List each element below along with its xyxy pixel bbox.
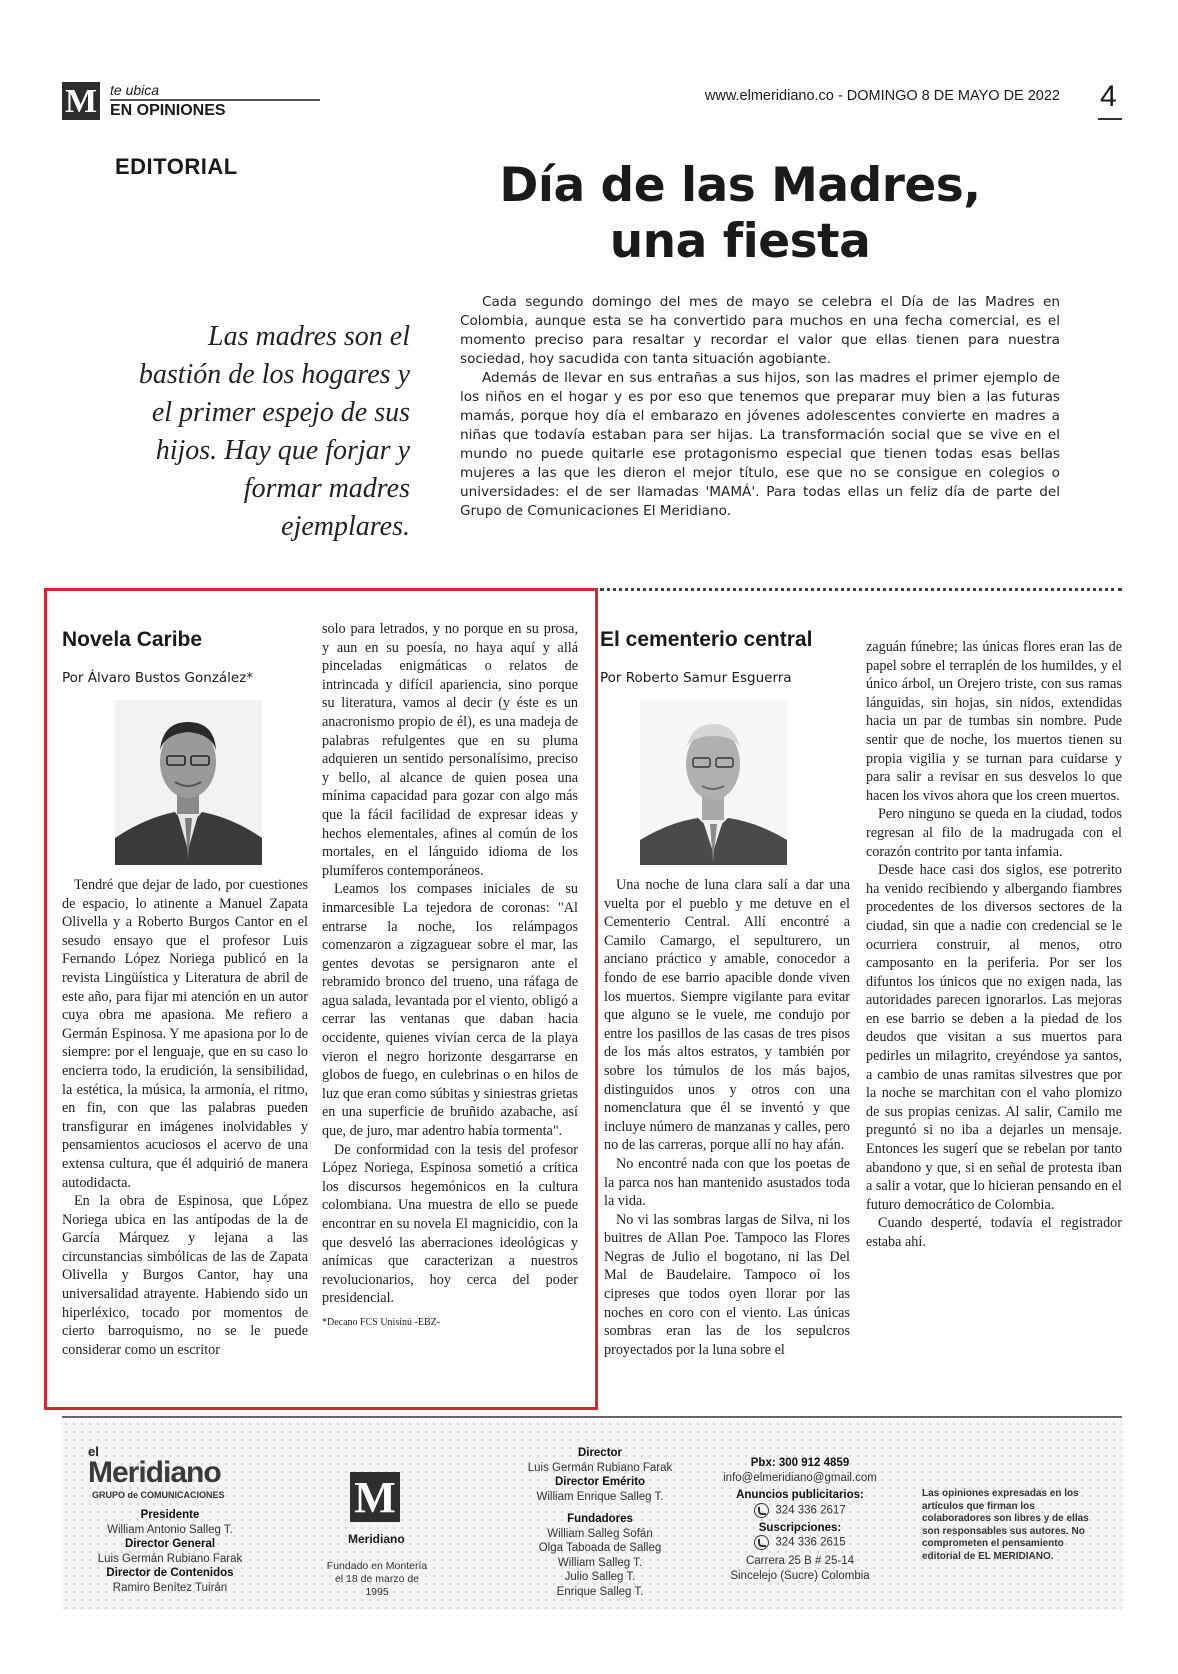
footer-rule: [62, 1416, 1122, 1418]
article-paragraph: En la obra de Espinosa, que López Noriega ubica en las antípodas de la de García Márquez y lejana a las circunstancias simbólicas de las de Zapata Olivella y Burgos Cantor, hay una universalidad atrayente. Habiendo sido un hiperléxico, tocado por momentos de cierto barroquismo, no se le puede considerar como un escritor: [62, 1193, 308, 1358]
subs-label: Suscripciones:: [758, 1521, 842, 1534]
page-number: 4: [1100, 80, 1117, 113]
article-title: Novela Caribe: [62, 628, 203, 651]
article-paragraph: De conformidad con la tesis del profesor López Noriega, Espinosa sometió a crítica los discursos hegemónicos en la cultura colombiana. Una muestra de ello se puede encontrar en su novela El magnicidio, con la que desveló las aberraciones ideológicas y anímicas que caracterizan a nuestros revolucionarios, hoy cerca del poder presidencial.: [322, 1141, 578, 1307]
editorial-title: [440, 158, 1040, 270]
footer-founded: Fundado en Montería el 18 de marzo de 1995: [326, 1560, 428, 1598]
editorial-title-line2: una fiesta: [609, 214, 871, 269]
subs-phone[interactable]: 324 336 2615: [775, 1536, 846, 1549]
staff-name: Ramiro Benítez Tuirán: [112, 1581, 228, 1594]
staff-role: Director de Contenidos: [106, 1567, 234, 1579]
footer-brand-prefix: el: [88, 1444, 99, 1459]
address-line: Sincelejo (Sucre) Colombia: [730, 1569, 870, 1582]
footer-disclaimer: Las opiniones expresadas en los artículos que firman los colaboradores son libres y de ellas son responsables sus autores. No comprometen el pensamiento editorial de EL MERIDIANO.: [922, 1488, 1089, 1562]
whatsapp-icon: [754, 1535, 769, 1550]
article-paragraph: Una noche de luna clara salí a dar una vuelta por el pueblo y me detuve en el Cementerio Central. Allí encontré a Camilo Camargo, el sepulturero, un anciano práctico y amable, conocedor a fondo de ese barrio apacible donde viven los muertos. Siempre vigilante para evitar que alguno se le vuele, me condujo por entre los pasillos de las casas de tres pisos de los más altos estratos, y también por sobre los túmulos de los más bajos, distinguidos unos y otros con una nomenclatura que él se inventó y que incluye número de manzanas y calles, pero no de las carreras, porque allí no hay afán.: [604, 877, 850, 1154]
author-photo: [640, 700, 787, 865]
editorial-paragraph: Además de llevar en sus entrañas a sus hijos, son las madres el primer ejemplo de los niños en el hogar y es por eso que tenemos que preparar muy bien a las futuras mamás, porque hoy día el embarazo en jóvenes adolescentes convierte en madres a niñas que todavía estaban para ser hijas. La transformación social que se vive en el mundo no puede quitarle ese protagonismo especial que tienen todas esas bellas mujeres a las que les dieron el mejor título, ese que no se consigue en colegios o universidades: el de ser llamadas 'MAMÁ'. Para todas ellas un feliz día de parte del Grupo de Comunicaciones El Meridiano.: [460, 370, 1060, 519]
editorial-title-line1: Día de las Madres,: [499, 158, 981, 213]
footer-group: GRUPO de COMUNICACIONES: [92, 1490, 225, 1500]
staff-name: Luis Germán Rubiano Farak: [97, 1552, 243, 1565]
article-paragraph: No vi las sombras largas de Silva, ni los buitres de Allan Poe. Tampoco las Flores Negras de Julio el bogotano, ni las Del Mal de Baudelaire. Tampoco oí los cipreses que todos oyen llorar por las noches en coro con el viento. Las únicas sombras eran las de los sepulcros proyectados por la luna sobre el: [604, 1211, 850, 1358]
article-paragraph: No encontré nada con que los poetas de la parca nos han mantenido asustados toda la vida.: [604, 1155, 850, 1210]
editorial-paragraph: Cada segundo domingo del mes de mayo se celebra el Día de las Madres en Colombia, aunque esta se ha convertido para muchos en una fecha comercial, es el momento preciso para resaltar y recordar el valor que ellas tienen para nuestra sociedad, hoy sacudida con tanta situación agobiante.: [460, 294, 1060, 367]
author-footnote: *Decano FCS Unisinú -EBZ-: [322, 1316, 441, 1328]
contact-email[interactable]: info@elmeridiano@gmail.com: [723, 1471, 877, 1484]
article-paragraph: solo para letrados, y no porque en su prosa, y aun en su poesía, no haya aquí y allá pinceladas enigmáticas o relatos de intrincada y difícil apariencia, sino porque su literatura, vamos al decir (y éste es un anacronismo propio de él), es una madeja de palabras refulgentes que en su pluma adquieren un sentido personalísimo, preciso y bello, al alcance de quien posea una mínima capacidad para gozar con algo más que la fácil facilidad de expresar ideas y hechos elementales, afines al común de los mortales, en el lánguido idioma de los plumíferos contemporáneos.: [322, 621, 578, 879]
article-paragraph: Pero ninguno se queda en la ciudad, todos regresan al filo de la madrugada con el corazón contrito por tanta infamia.: [866, 806, 1122, 860]
director-name: Luis Germán Rubiano Farak: [527, 1461, 673, 1474]
highlight-frame: [44, 588, 598, 1410]
founder-name: Enrique Salleg T.: [556, 1585, 644, 1598]
founder-name: Julio Salleg T.: [564, 1571, 636, 1583]
footer-logo-name: Meridiano: [348, 1532, 405, 1546]
article-paragraph: zaguán fúnebre; las únicas flores eran las de papel sobre el terraplén de los humildes, y el único árbol, un Orejero triste, con sus ramas lánguidas, sin hojas, sin nidos, extendidas hacia un par de tumbas sin nombre. Pude sentir que de noche, los muertos tienen su propia vigilia y se turnan para cuidarse y para salir a revisar en sus desvelos lo que hacen los vivos ahora que los creen muertos.: [866, 639, 1122, 804]
ads-phone[interactable]: 324 336 2617: [775, 1504, 846, 1517]
page-number-rule: [1098, 118, 1122, 120]
footer-staff-left: [80, 1508, 260, 1595]
footer-brand: Meridiano: [88, 1456, 221, 1489]
ads-label: Anuncios publicitarios:: [736, 1489, 864, 1501]
whatsapp-icon: [754, 1503, 769, 1518]
header-rule: [110, 99, 320, 101]
dateline: www.elmeridiano.co - DOMINGO 8 DE MAYO DE 2022: [704, 88, 1060, 104]
article-title: El cementerio central: [600, 628, 813, 651]
article-paragraph: Desde hace casi dos siglos, ese potrerito ha venido recibiendo y albergando fiambres procedentes de los diversos sectores de la ciudad, sin que a nadie con credencial se le ocurriera construir, al menos, otro camposanto en la periferia. Por ser los difuntos los únicos que no exigen nada, las autoridades parecen ignorarlos. Las mejoras en ese barrio se deben a la piedad de los deudos que visitan a sus muertos para pedirles un milagrito, creyéndose ya santos, a cambio de unas ramitas silvestres que por la noche se marchitan con el vaho plomizo de sus propias cenizas. Al salir, Camilo me preguntó si no iba a dejarles un mensaje. Entonces les sugerí que se rebelan por tanto abandono y que, si en señal de protesta iban a salir a votar, que lo hicieran pensando en el futuro democrático de Colombia.: [866, 862, 1122, 1213]
pbx-number: Pbx: 300 912 4859: [750, 1457, 850, 1469]
section-divider: [600, 588, 1122, 591]
article-byline: Por Roberto Samur Esguerra: [600, 670, 792, 686]
brand-logo: M: [62, 82, 100, 120]
section-name: EN OPINIONES: [110, 102, 226, 119]
article-paragraph: Tendré que dejar de lado, por cuestiones de espacio, lo atinente a Manuel Zapata Olivella y a Roberto Burgos Cantor en el sesudo ensayo que el profesor Luis Fernando López Noriega publicó en la revista Lingüística y Literatura de abril de este año, para fijar mi atención en un autor cuya obra me apasiona. Me refiero a Germán Espinosa. Y me apasiona por lo de siempre: por el lenguaje, que en su caso lo encierra todo, la erudición, la sensibilidad, la estética, la música, la armonía, el ritmo, en fin, con que las palabras pueden transfigurar en imágenes inolvidables y pensamientos acuciosos el acervo de una extensa cultura, que él adquirió de manera autodidacta.: [62, 877, 308, 1191]
founders-label: Fundadores: [567, 1513, 633, 1525]
staff-role: Director General: [124, 1538, 216, 1550]
emeritus-name: William Enrique Salleg T.: [536, 1490, 664, 1503]
director-label: Director: [577, 1447, 623, 1459]
article-column: [604, 876, 850, 1359]
brand-tagline: te ubica: [110, 82, 160, 98]
address-line: Carrera 25 B # 25-14: [745, 1555, 855, 1568]
article-byline: Por Álvaro Bustos González*: [62, 670, 254, 686]
emeritus-label: Director Emérito: [554, 1476, 646, 1488]
footer-logo: M: [350, 1472, 400, 1522]
footer-contact: [710, 1456, 890, 1583]
article-paragraph: Leamos los compases iniciales de su inmarcesible La tejedora de coronas: "Al entrarse la noche, los relámpagos comenzaron a zigzaguear sobre el mar, las gentes devotas se persignaron ante el rebramido bronco del trueno, una ráfaga de agua salada, levantada por el viento, obligó a cerrar las ventanas que daban hacia occidente, quienes vivían cerca de la playa vieron el negro horizonte desgarrarse en globos de fuego, en culebrinas o en hilos de luz que eran como súbitas y siniestras grietas en una superficie de bruñido azabache, así que, de juro, mar adentro había tormenta".: [322, 881, 578, 1140]
founder-name: William Salleg T.: [557, 1556, 643, 1569]
editorial-label: EDITORIAL: [115, 154, 238, 179]
founder-name: William Salleg Sofán: [547, 1527, 653, 1540]
staff-role: Presidente: [140, 1509, 200, 1521]
editorial-pullquote: Las madres son el bastión de los hogares y el primer espejo de sus hijos. Hay que forjar y formar madres ejemplares.: [138, 321, 410, 542]
article-paragraph: Cuando desperté, todavía el registrador estaba ahí.: [866, 1215, 1122, 1250]
article-column: [866, 638, 1122, 1252]
footer-directors: [510, 1446, 690, 1599]
founder-name: Olga Taboada de Salleg: [538, 1542, 662, 1554]
staff-name: William Antonio Salleg T.: [107, 1523, 233, 1536]
